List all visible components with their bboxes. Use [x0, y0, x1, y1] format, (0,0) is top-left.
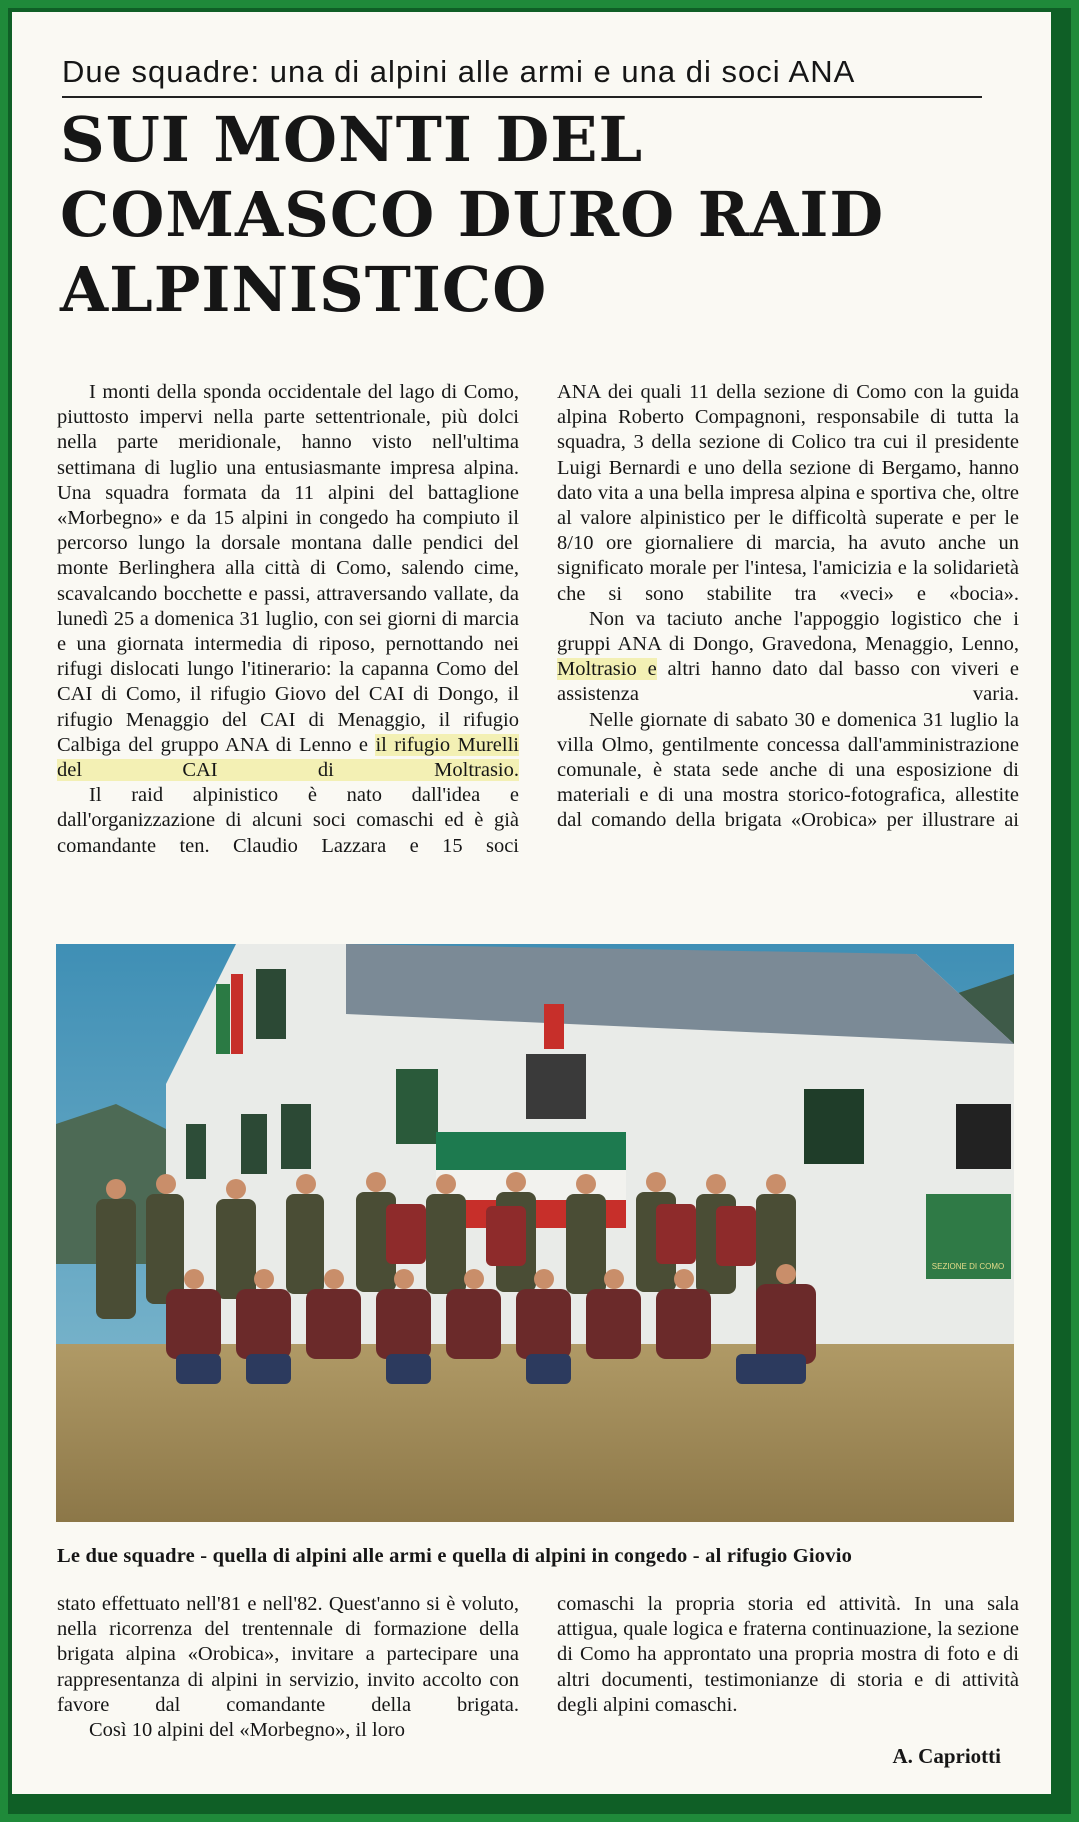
paragraph: stato effettuato nell'81 e nell'82. Quest'anno si è voluto, nella ricorrenza del trentennale di formazione della brigata alpina «Orobica», invitare a partecipare una rappresentanza di alpini in servizio, invito accolto con favore dal comandante della brigata.: [57, 1593, 519, 1716]
paragraph: Il raid alpinistico è nato dall'idea e dall'organizzazione di alcuni soci comaschi ed è già comandante ten. Claudio Lazzara e 15 soci: [57, 784, 519, 857]
paragraph: Così 10 alpini del «Morbegno», il loro: [89, 1719, 406, 1742]
paragraph: comaschi la propria storia ed attività. In una sala attigua, quale logica e fraterna continuazione, la sezione di Como ha approntato una propria mostra di foto e di altri documenti, testimonianze di storia e di attività degli alpini comaschi.: [557, 1593, 1019, 1716]
paragraph: [57, 380, 519, 783]
headline-line-2: COMASCO DURO RAID: [60, 178, 885, 251]
paragraph-text: Non va taciuto anche l'appoggio logistico che i gruppi ANA di Dongo, Gravedona, Menaggio, Lenno,: [557, 607, 1019, 656]
group-photo: [56, 944, 1014, 1522]
article-kicker: Due squadre: una di alpini alle armi e una di soci ANA: [62, 52, 982, 98]
paragraph: Nelle giornate di sabato 30 e domenica 31 luglio la villa Olmo, gentilmente concessa dall'amministrazione comunale, è stata sede anche di una esposizione di materiali e di una mostra storico-fotografica, allestite dal comando della brigata «Orobica» per illustrare ai: [557, 708, 1019, 832]
text-column-3: [57, 1592, 519, 1743]
paragraph: [557, 607, 1019, 708]
text-column-2: [557, 380, 1019, 834]
photo-caption: Le due squadre - quella di alpini alle armi e quella di alpini in congedo - al rifugio Giovio: [57, 1545, 853, 1567]
highlighted-text: il rifugio Murelli del CAI di Moltrasio.: [57, 733, 519, 782]
banner-text: SEZIONE DI COMO: [931, 1262, 1005, 1271]
article-page: [12, 12, 1051, 1794]
article-headline: [60, 102, 1020, 327]
headline-line-1: SUI MONTI DEL: [60, 103, 644, 176]
text-column-4: [557, 1592, 1019, 1718]
paragraph: ANA dei quali 11 della sezione di Como con la guida alpina Roberto Compagnoni, responsabile di tutta la squadra, 3 della sezione di Colico tra cui il presidente Luigi Bernardi e uno della sezione di Bergamo, hanno dato vita a una bella impresa alpina e sportiva che, oltre al valore alpinistico per le difficoltà superate e per le 8/10 ore giornaliere di marcia, ha avuto anche un significato morale per l'intesa, l'amicizia e la solidarietà che si sono stabilite tra «veci» e «bocia».: [557, 381, 1019, 605]
paragraph-text: I monti della sponda occidentale del lago di Como, piuttosto impervi nella parte settentrionale, più dolci nella parte meridionale, hanno visto nell'ultima settimana di luglio una entusiasmante impresa alpina. Una squadra formata da 11 alpini del battaglione «Morbegno» e da 15 alpini in congedo ha compiuto il percorso lungo la dorsale montana dalle pendici del monte Berlinghera alla città di Como, salendo cime, scavalcando bocchette e passi, attraversando vallate, da lunedì 25 a domenica 31 luglio, con sei giorni di marcia e una giornata intermedia di riposo, pernottando nei rifugi dislocati lungo l'itinerario: la capanna Como del CAI di Como, il rifugio Giovo del CAI di Dongo, il rifugio Menaggio del CAI di Menaggio, il rifugio Calbiga del gruppo ANA di Lenno e: [57, 381, 519, 756]
paragraph-text: altri hanno dato dal basso con viveri e assistenza varia.: [557, 658, 1019, 706]
highlighted-text: Moltrasio e: [557, 658, 657, 681]
author-signature: A. Capriotti: [892, 1744, 1001, 1768]
headline-line-3: ALPINISTICO: [60, 253, 548, 326]
text-column-1: [57, 380, 519, 859]
